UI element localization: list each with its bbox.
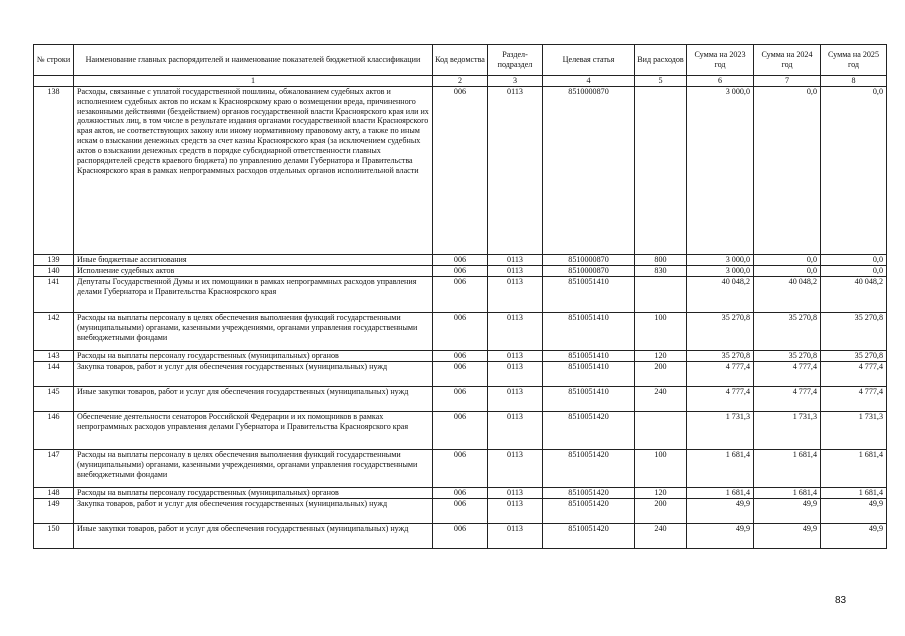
row-sum-2024: 49,9 [754,498,821,523]
table-row [34,361,887,386]
row-razdel: 0113 [488,361,543,386]
row-sum-2024: 1 681,4 [754,449,821,487]
row-sum-2023: 3 000,0 [687,265,754,276]
row-sum-2023: 40 048,2 [687,276,754,312]
row-sum-2024: 0,0 [754,265,821,276]
row-number: 141 [34,276,74,312]
row-sum-2025: 0,0 [821,254,887,265]
col-header-ved: Код ведомства [433,45,488,76]
row-statya: 8510000870 [543,254,635,265]
row-number: 147 [34,449,74,487]
table-row [34,265,887,276]
col-number: 6 [687,76,754,87]
row-name: Иные закупки товаров, работ и услуг для обеспечения государственных (муниципальных) нужд [74,523,433,548]
row-statya: 8510051420 [543,411,635,449]
row-sum-2025: 0,0 [821,265,887,276]
row-name: Обеспечение деятельности сенаторов Российской Федерации и их помощников в рамках непрограммных расходов управления делами Губернатора и Правительства Красноярского края [74,411,433,449]
row-razdel: 0113 [488,350,543,361]
row-name: Расходы на выплаты персоналу государственных (муниципальных) органов [74,487,433,498]
row-sum-2023: 4 777,4 [687,361,754,386]
row-sum-2024: 0,0 [754,254,821,265]
row-sum-2023: 3 000,0 [687,86,754,254]
row-vid: 240 [635,386,687,411]
row-sum-2024: 0,0 [754,86,821,254]
row-statya: 8510051420 [543,523,635,548]
row-razdel: 0113 [488,498,543,523]
col-number: 5 [635,76,687,87]
row-razdel: 0113 [488,523,543,548]
row-name: Закупка товаров, работ и услуг для обеспечения государственных (муниципальных) нужд [74,361,433,386]
table-row [34,276,887,312]
row-name: Расходы на выплаты персоналу в целях обеспечения выполнения функций государственными (муниципальными) органами, казенными учреждениями, органами управления государственными внебюджетными фондами [74,449,433,487]
row-sum-2025: 4 777,4 [821,361,887,386]
row-number: 140 [34,265,74,276]
row-number: 150 [34,523,74,548]
table-row [34,449,887,487]
row-sum-2023: 1 681,4 [687,487,754,498]
row-sum-2025: 4 777,4 [821,386,887,411]
row-sum-2025: 49,9 [821,498,887,523]
row-name: Иные бюджетные ассигнования [74,254,433,265]
row-statya: 8510051410 [543,361,635,386]
row-ved: 006 [433,449,488,487]
row-sum-2023: 1 731,3 [687,411,754,449]
row-number: 146 [34,411,74,449]
row-ved: 006 [433,265,488,276]
row-sum-2024: 1 731,3 [754,411,821,449]
row-number: 138 [34,86,74,254]
col-header-vid: Вид расходов [635,45,687,76]
row-number: 139 [34,254,74,265]
row-sum-2023: 4 777,4 [687,386,754,411]
row-vid: 100 [635,312,687,350]
row-ved: 006 [433,498,488,523]
col-header-razdel: Раздел-подраздел [488,45,543,76]
col-number: 1 [74,76,433,87]
row-vid: 200 [635,498,687,523]
row-vid: 120 [635,350,687,361]
row-name: Иные закупки товаров, работ и услуг для обеспечения государственных (муниципальных) нужд [74,386,433,411]
row-ved: 006 [433,487,488,498]
col-header-sum-2023: Сумма на 2023 год [687,45,754,76]
row-sum-2025: 35 270,8 [821,350,887,361]
row-razdel: 0113 [488,487,543,498]
row-statya: 8510000870 [543,265,635,276]
row-name: Депутаты Государственной Думы и их помощники в рамках непрограммных расходов управления делами Губернатора и Правительства Красноярского края [74,276,433,312]
row-sum-2024: 1 681,4 [754,487,821,498]
table-row [34,498,887,523]
row-vid [635,276,687,312]
row-vid [635,411,687,449]
row-vid: 830 [635,265,687,276]
row-statya: 8510051420 [543,487,635,498]
table-row [34,386,887,411]
row-razdel: 0113 [488,449,543,487]
table-row [34,411,887,449]
row-ved: 006 [433,254,488,265]
row-sum-2024: 4 777,4 [754,361,821,386]
row-razdel: 0113 [488,312,543,350]
row-sum-2023: 35 270,8 [687,350,754,361]
row-statya: 8510051410 [543,350,635,361]
row-number: 149 [34,498,74,523]
col-number: 8 [821,76,887,87]
row-ved: 006 [433,523,488,548]
row-statya: 8510051410 [543,312,635,350]
row-ved: 006 [433,386,488,411]
row-vid [635,86,687,254]
row-statya: 8510051420 [543,449,635,487]
page-number: 83 [835,595,847,606]
table-row [34,86,887,254]
row-number: 143 [34,350,74,361]
row-ved: 006 [433,276,488,312]
col-number: 2 [433,76,488,87]
row-razdel: 0113 [488,265,543,276]
row-sum-2025: 49,9 [821,523,887,548]
row-statya: 8510051410 [543,386,635,411]
col-header-statya: Целевая статья [543,45,635,76]
col-number: 4 [543,76,635,87]
col-header-row-number: № строки [34,45,74,76]
row-statya: 8510051410 [543,276,635,312]
table-row [34,487,887,498]
row-number: 142 [34,312,74,350]
row-name: Закупка товаров, работ и услуг для обеспечения государственных (муниципальных) нужд [74,498,433,523]
row-ved: 006 [433,361,488,386]
row-sum-2024: 40 048,2 [754,276,821,312]
col-number [34,76,74,87]
table-row [34,523,887,548]
row-sum-2023: 49,9 [687,498,754,523]
row-ved: 006 [433,86,488,254]
column-number-row [34,76,887,87]
row-razdel: 0113 [488,86,543,254]
row-sum-2025: 35 270,8 [821,312,887,350]
row-vid: 200 [635,361,687,386]
col-number: 7 [754,76,821,87]
row-number: 144 [34,361,74,386]
row-ved: 006 [433,312,488,350]
row-sum-2024: 49,9 [754,523,821,548]
row-razdel: 0113 [488,386,543,411]
row-sum-2023: 49,9 [687,523,754,548]
row-number: 148 [34,487,74,498]
col-number: 3 [488,76,543,87]
row-vid: 100 [635,449,687,487]
row-razdel: 0113 [488,276,543,312]
row-sum-2025: 1 681,4 [821,449,887,487]
row-sum-2023: 3 000,0 [687,254,754,265]
row-sum-2024: 35 270,8 [754,312,821,350]
budget-table [33,44,887,549]
row-sum-2023: 1 681,4 [687,449,754,487]
row-name: Исполнение судебных актов [74,265,433,276]
row-sum-2025: 40 048,2 [821,276,887,312]
row-sum-2025: 1 681,4 [821,487,887,498]
col-header-sum-2024: Сумма на 2024 год [754,45,821,76]
row-name: Расходы на выплаты персоналу в целях обеспечения выполнения функций государственными (муниципальными) органами, казенными учреждениями, органами управления государственными внебюджетными фондами [74,312,433,350]
row-vid: 120 [635,487,687,498]
row-name: Расходы на выплаты персоналу государственных (муниципальных) органов [74,350,433,361]
row-sum-2024: 4 777,4 [754,386,821,411]
col-header-sum-2025: Сумма на 2025 год [821,45,887,76]
table-row [34,350,887,361]
row-vid: 240 [635,523,687,548]
table-row [34,312,887,350]
row-number: 145 [34,386,74,411]
row-razdel: 0113 [488,254,543,265]
col-header-name: Наименование главных распорядителей и наименование показателей бюджетной классификации [74,45,433,76]
row-sum-2025: 0,0 [821,86,887,254]
row-statya: 8510051420 [543,498,635,523]
row-sum-2023: 35 270,8 [687,312,754,350]
row-ved: 006 [433,350,488,361]
table-row [34,254,887,265]
header-row [34,45,887,76]
row-razdel: 0113 [488,411,543,449]
row-sum-2025: 1 731,3 [821,411,887,449]
row-sum-2024: 35 270,8 [754,350,821,361]
row-name: Расходы, связанные с уплатой государственной пошлины, обжалованием судебных актов и исполнением судебных актов по искам к Красноярскому краю о возмещении вреда, причиненного незаконными действиями (бездействием) органов государственной власти Красноярского края или их должностных лиц, в том числе в результате издания органами государственной власти Красноярского края актов, не соответствующих закону или иному нормативному правовому акту, а также по иным искам о взыскании денежных средств за счет казны Красноярского края (за исключением судебных актов о взыскании денежных средств в порядке субсидиарной ответственности главных распорядителей средств краевого бюджета) по управлению делами Губернатора и Правительства Красноярского края в рамках непрограммных расходов отдельных органов исполнительной власти [74,86,433,254]
row-vid: 800 [635,254,687,265]
row-statya: 8510000870 [543,86,635,254]
row-ved: 006 [433,411,488,449]
